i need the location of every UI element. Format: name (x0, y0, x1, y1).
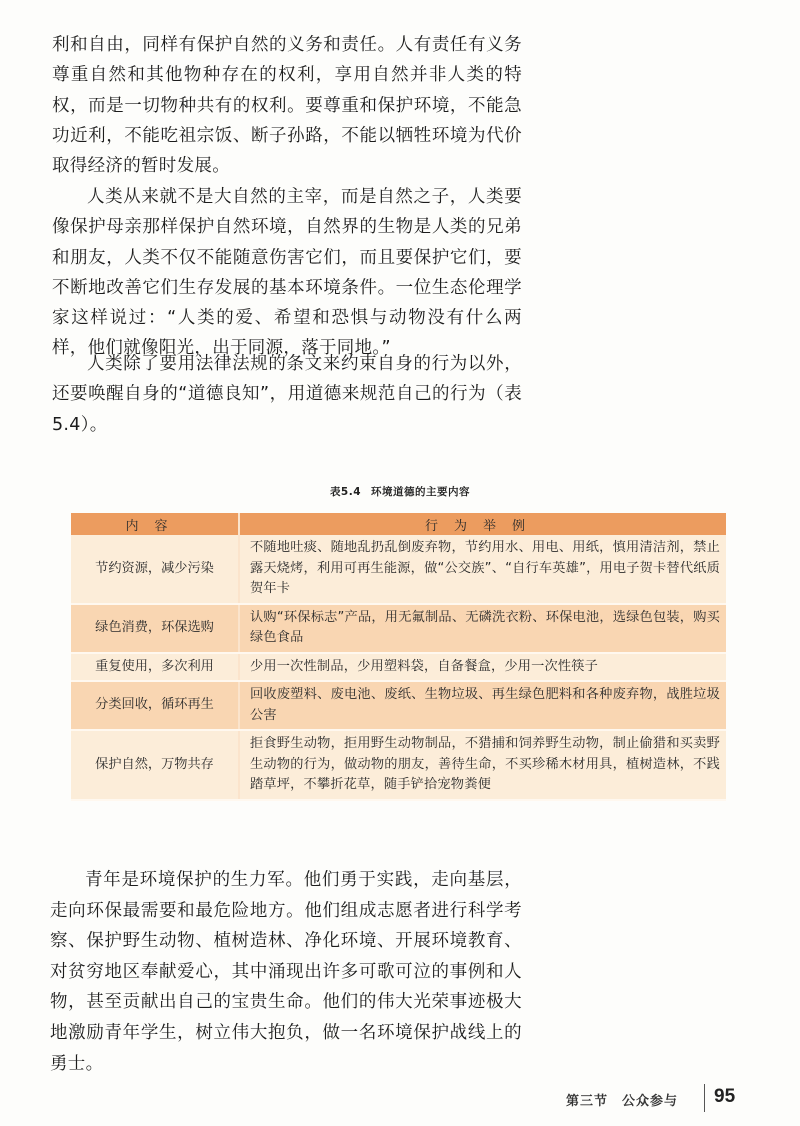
body-paragraph-1: 利和自由，同样有保护自然的义务和责任。人有责任有义务尊重自然和其他物种存在的权利，享用自然并非人类的特权，而是一切物种共有的权利。要尊重和保护环境，不能急功近利，不能吃祖宗饭、断子孙路，不能以牺牲环境为代价取得经济的暂时发展。 (52, 35, 522, 177)
table-row (71, 653, 726, 682)
body-paragraph-3: 人类除了要用法律法规的条文来约束自身的行为以外，还要唤醒自身的“道德良知”，用道德来规范自己的行为（表5.4）。 (52, 354, 522, 435)
body-paragraph-2: 人类从来就不是大自然的主宰，而是自然之子，人类要像保护母亲那样保护自然环境，自然界的生物是人类的兄弟和朋友，人类不仅不能随意伤害它们，而且要保护它们，要不断地改善它们生存发展的基本环境条件。一位生态伦理学家这样说过：“人类的爱、希望和恐惧与动物没有什么两样，他们就像阳光，出于同源，落于同地。” (52, 187, 522, 359)
row-category: 保护自然，万物共存 (71, 730, 239, 800)
table-caption (0, 484, 800, 499)
page-number: 95 (714, 1086, 736, 1107)
row-examples: 认购“环保标志”产品，用无氟制品、无磷洗衣粉、环保电池，选绿色包装，购买绿色食品 (239, 604, 726, 653)
table-row (71, 535, 726, 604)
header-content: 内容 (71, 513, 239, 535)
row-examples: 回收废塑料、废电池、废纸、生物垃圾、再生绿色肥料和各种废弃物，战胜垃圾公害 (239, 681, 726, 730)
row-category: 节约资源，减少污染 (71, 535, 239, 604)
table-row (71, 681, 726, 730)
table-caption-number: 表5.4 (329, 486, 362, 498)
row-category: 绿色消费，环保选购 (71, 604, 239, 653)
row-examples: 不随地吐痰、随地乱扔乱倒废弃物，节约用水、用电、用纸，慎用清洁剂，禁止露天烧烤，利用可再生能源，做“公交族”、“自行车英雄”，用电子贺卡替代纸质贺年卡 (239, 535, 726, 604)
table-caption-title: 环境道德的主要内容 (371, 486, 471, 498)
body-paragraph-4: 青年是环境保护的生力军。他们勇于实践，走向基层，走向环保最需要和最危险地方。他们组成志愿者进行科学考察、保护野生动物、植树造林、净化环境、开展环境教育、对贫穷地区奉献爱心，其中涌现出许多可歌可泣的事例和人物，甚至贡献出自己的宝贵生命。他们的伟大光荣事迹极大地激励青年学生，树立伟大抱负，做一名环境保护战线上的勇士。 (50, 870, 522, 1074)
table-row (71, 604, 726, 653)
footer-chapter-title: 公众参与 (622, 1094, 679, 1109)
running-footer (566, 1090, 678, 1109)
footer-divider (704, 1084, 705, 1112)
table-header-row (71, 513, 726, 535)
environmental-ethics-table (71, 513, 726, 801)
header-examples: 行为举例 (239, 513, 726, 535)
row-examples: 少用一次性制品，少用塑料袋，自备餐盒，少用一次性筷子 (239, 653, 726, 682)
row-category: 分类回收，循环再生 (71, 681, 239, 730)
footer-section-label: 第三节 (566, 1094, 609, 1109)
row-examples: 拒食野生动物，拒用野生动物制品，不猎捕和饲养野生动物，制止偷猎和买卖野生动物的行为，做动物的朋友，善待生命，不买珍稀木材用具，植树造林，不践踏草坪，不攀折花草，随手铲拾宠物粪便 (239, 730, 726, 800)
row-category: 重复使用，多次利用 (71, 653, 239, 682)
table-row (71, 730, 726, 800)
